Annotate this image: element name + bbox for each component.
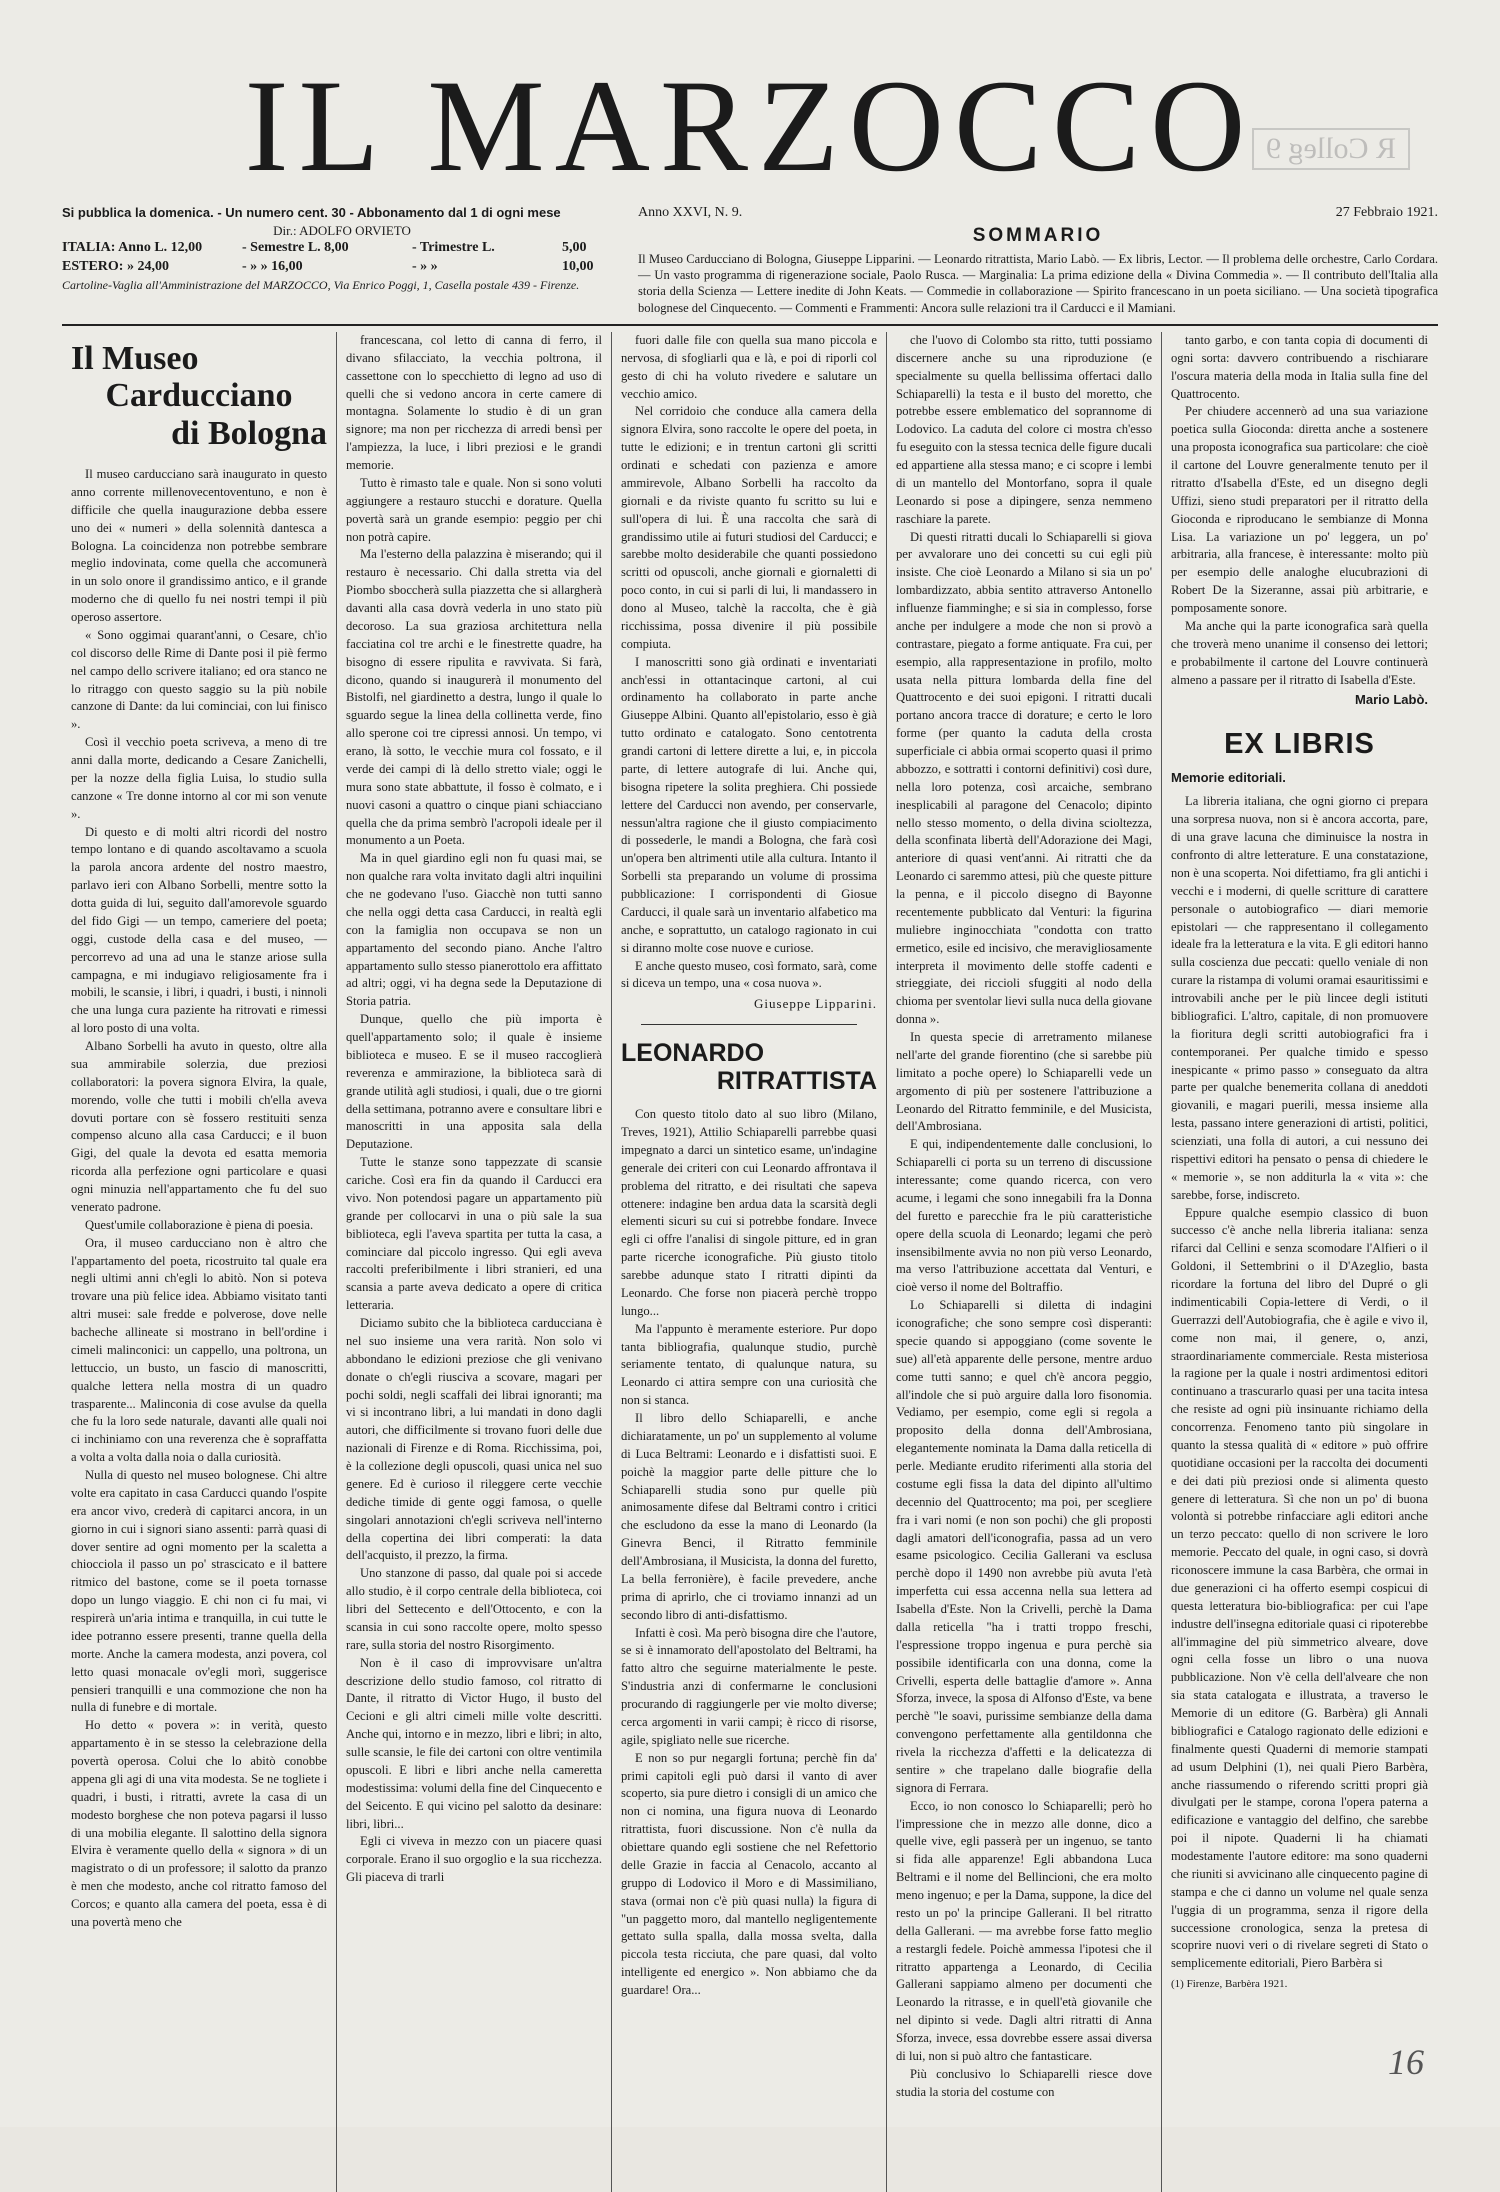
issue-row [638,204,1438,222]
paragraph: I manoscritti sono già ordinati e inventariati anch'essi in ottantacinque cartoni, al cui ordinamento ha collaborato in parte anche Giuseppe Albini. Quanto all'epistolario, esso è già tutto ordinato e catalogato. Sono centotrenta grandi cartoni di lettere dirette a lui, e, in piccola parte, di lettere autografe di lui. Anche qui, bisogna ripetere la solita preghiera. Chi possiede lettere del Carducci non avendo, per conservarle, nessun'altra ragione che il giusto compiacimento di possederle, le mandi a Bologna, che farà così un'opera ben altrimenti utile alla cultura. Intanto il Sorbelli sta preparando un volume di prossima pubblicazione: I corrispondenti di Giosue Carducci, il quale sarà un inventario alfabetico ma anche, e soprattutto, un catalogo ragionato in cui si diranno molte cose nuove e curiose. [621,654,877,955]
pencil-mark: 16 [1388,2042,1424,2082]
paragraph: Il libro dello Schiaparelli, e anche dichiaratamente, un po' un supplemento al volume di Luca Beltrami: Leonardo e i disfattisti suoi. E poichè la maggior parte delle pitture che lo Schiaparelli studia sono pur quelle più animosamente difese dal Beltrami contro i critici che escludono da esse la mano di Leonardo (la Ginevra Benci, il Ritratto femminile dell'Ambrosiana, il Musicista, la donna del furetto, La bella ferronière), è facile prevedere, anche prima di aprirlo, che ci troviamo innanzi ad un secondo libro di anti-disfattismo. [621,1411,877,1622]
headline-line: Il Museo [71,339,199,377]
column-5 [1162,332,1437,2192]
paragraph: Ho detto « povera »: in verità, questo appartamento è in se stesso la celebrazione della povertà operosa. Colui che lo abitò conobbe appena gli agi di una vita modesta. Se ne togliete i quadri, i busti, i ritratti, avrete la casa di un modesto borghese che non poteva pagarsi il lusso di una mobilia elegante. Il salottino della signora Elvira è veramente quello della « signora » di un magistrato o di un professore; il salotto da pranzo è men che modesto, anche col ritratto famoso del Corcos; e quanto alla camera del poeta, essa è di una povertà meno che [71,1718,327,1929]
headline-line: LEONARDO [621,1038,765,1067]
paragraph: Di questi ritratti ducali lo Schiaparelli si giova per avvalorare uno dei concetti su cui egli più insiste. Che cioè Leonardo a Milano si sia un po' lombardizzato, abbia sentito attraverso Antonello influenze fiamminghe; e si sia in complesso, forse anche per indulgere a mode che non si provò a contrastare, piegato a forme antiquate. Fra cui, per esempio, alla rappresentazione in profilo, molto usata nella pittura lombarda della fine del Quattrocento e dei suoi epigoni. I ritratti ducali portano ancora tracce di dorature; e certo le loro forme (per quanto la caduta della crosta superficiale ci abbia ormai scoperto quasi il primo abbozzo, e sottratti i contorni definitivi) così dure, nella loro potenza, così arcaiche, sembrano inesplicabili al paragone del Cenacolo; dipinto nello stesso momento, o della divina scioltezza, della sconfinata libertà dell'Adorazione dei Magi, anteriore di quasi vent'anni. Ai ritratti che da Leonardo ci saremmo attesi, più che queste pitture la penna, e il piccolo disegno di Bayonne recentemente pubblicato dal Venturi: la figurina muliebre inginocchiata "condotta con tratto ermetico, esile ed incisivo, che meravigliosamente interpreta il movimento delle stoffe cadenti e strieggiate, dei riccioli sfuggiti al nodo della chioma per sventolar lievi sulla nuca della giovane donna ». [896,529,1152,1027]
headline-line: Carducciano [105,377,293,415]
paragraph: Non è il caso di improvvisare un'altra descrizione dello studio famoso, col ritratto di Dante, il ritratto di Victor Hugo, il busto del Cecioni e gli altri cimeli mille volte descritti. Anche qui, intorno e in mezzo, libri e libri; in alto, sulle scansie, le file dei cartoni con oltre ventimila opuscoli. E libri e libri anche nella cameretta modestissima: volumi della fine del Cinquecento e del Seicento. E qui vicino pel salotto da desinare: libri, libri... [346,1655,602,1831]
masthead-title: IL MARZOCCO [244,52,1256,199]
paragraph: Egli ci viveva in mezzo con un piacere quasi corporale. Erano il suo orgoglio e la sua ricchezza. Gli piaceva di trarli [346,1834,602,1885]
headline-line: RITRATTISTA [716,1067,877,1096]
column-3 [612,332,887,2192]
paragraph: La libreria italiana, che ogni giorno ci prepara una sorpresa nuova, non si è ancora accorta, pare, di una grave lacuna che diminuisce la nostra in confronto di altre letterature. E una constatazione, non è una scoperta. Noi difettiamo, fra gli antichi i vecchi e i moderni, di quelle scritture di carattere personale o autobiografico — diari memorie epistolari — che rappresentano il collegamento ideale fra la letteratura e la vita. E gli editori hanno sulla coscienza due peccati: quello veniale di non curare la ristampa di volumi oramai esauritissimi e introvabili anche per le più lincee degli istituti bibliografici. L'altro, capitale, di non promuovere la fioritura degli scritti autobiografici fra i contemporanei. Per qualche timido e spesso inespicante « primo passo » conseguato da altra parte per qualche benemerita collana di aneddoti giovanili, e magari puerili, messa insieme alla lesta, passano intere generazioni di artisti, politici, scienziati, una folla di autori, a cui nessuno dei rispettivi editori ha pensato o pensa di chiedere le « memorie », se non additurla la « vita »: che sarebbe, forse, indiscreto. [1171,794,1429,1202]
rate-cell: - » » 16,00 [242,258,303,274]
article-columns [62,332,1438,2192]
paragraph: Ecco, io non conosco lo Schiaparelli; però ho l'impressione che in mezzo alle donne, dico a quelle vive, egli passerà per un ingenuo, se tanto si fida alle apparenze! Egli abbandona Luca Beltrami e il nome del Bellincioni, che era molto meno ingenuo; e per la Dama, suppone, la dice del resto un po' la principe Gallerani. Il bel ritratto della Gallerani. — ma avrebbe forse fatto meglio a restargli fedele. Poichè ammessa l'ipotesi che il ritratto appartenga a Leonardo, di Cecilia Gallerani sappiamo almeno per documenti che Leonardo la ritrasse, e in quell'età giovanile che nel dipinto si vede. Dagli altri ritratti di Anna Sforza, invece, essa dovrebbe essere assai diversa di lui, non si può altro che fantasticare. [896,1798,1152,2063]
paragraph: che l'uovo di Colombo sta ritto, tutti possiamo discernere anche su una riproduzione (e specialmente su quella bellissima offertaci dallo Schiaparelli) la testa e il busto del moretto, che potrebbe essere emblematico del soprannome di Lodovico. La caduta del colore ci mostra ch'esso fu eseguito con la stessa tecnica delle figure ducali ed appartiene alla stessa mano; e ci scopre i lembi di un mantello del Montorfano, sopra il quale Leonardo si pose a dipingere, senza nemmeno raschiare la parete. [896,332,1152,526]
paragraph: Per chiudere accennerò ad una sua variazione poetica sulla Gioconda: diretta anche a sostenere una proposta iconografica sua particolare: che cioè il cartone del Louvre generalmente tenuto per il ritratto d'Isabella d'Este, ed un disegno degli Uffizi, sieno studi preparatori per il ritratto della Gioconda e riproducano le sembianze di Monna Lisa. La variazione un po' leggera, un po' arbitraria, alla francese, è interessante: molto più per esempio delle analoghe elucubrazioni di Robert De la Sizeranne, assai più arbitrarie, e pomposamente sonore. [1171,404,1428,615]
paragraph: E non so pur negargli fortuna; perchè fin da' primi capitoli egli può darsi il vanto di aver scoperto, sia pure dietro i consigli di un amico che non ci nomina, una figura nuova di Leonardo ritrattista, fuori discussione. Non c'è nulla da obiettare quando egli sostiene che nel Refettorio delle Grazie in faccia al Cenacolo, accanto al gruppo di Lodovico il Moro e di Massimiliano, stava (ormai non c'è più quasi nulla) la figura di "un paggetto moro, dal mantello negligentemente gettato sulla spalla, dalla mossa svelta, dalla piccola testa ricciuta, che pare quasi, dal volto intelligente ed energico ». Non abbiamo che da guardare! Ora... [621,1750,877,1998]
paragraph: Infatti è così. Ma però bisogna dire che l'autore, se si è innamorato dell'apostolato del Beltrami, ha fatto altro che seguirne materialmente le peste. S'industria anzi di confermarne le conclusioni procurando di raggiungerle per vie molto diverse; cerca argomenti in varii campi; è ricco di risorse, agile, spigliato nelle sue ricerche. [621,1625,877,1747]
sommario-text: Il Museo Carducciano di Bologna, Giuseppe Lipparini. — Leonardo ritrattista, Mario Labò. — Ex libris, Lector. — Il problema delle orchestre, Carlo Cordara. — Un vasto programma di rigenerazione sociale, Paolo Rusca. — Marginalia: La prima edizione della « Divina Commedia ». — Il contributo dell'Italia alla storia della Scienza — Lettere inedite di John Keats. — Commedie in collaborazione — Spirito francescano in un poeta siciliano. — Una società tipografica bolognese del Cinquecento. — Commenti e Frammenti: Ancora sulle relazioni tra il Carducci e il Mamiani. [638,251,1438,315]
paragraph: Albano Sorbelli ha avuto in questo, oltre alla sua ammirabile solerzia, due preziosi collaboratori: la povera signora Elvira, la quale, morendo, volle che tutti i mobili ch'ella aveva dovuti portare con sè fossero restituiti senza compenso alcuno alla casa Carducci; e il buon Gigi, del quale la devota ed esatta memoria ricorda alla perfezione ogni particolare e quasi ogni minuzia nell'appartamento che fu del suo venerato padrone. [71,1039,327,1214]
paragraph: Nulla di questo nel museo bolognese. Chi altre volte era capitato in casa Carducci quando l'ospite era ancor vivo, crederà di capitarci ancora, in un giorno in cui i signori siano assenti: parrà quasi di dover sentire ad ogni momento per la scaletta a chiocciola il passo un po' strascicato e il battere ritmico del bastone, come se il poeta tornasse dopo un lungo viaggio. E chi non ci fu mai, vi respirerà un'aria intima e tranquilla, in cui tutte le idee potranno essere presenti, tranne quella della morte. Anche la camera modesta, anzi povera, col letto quasi monacale ov'egli morì, suggerisce pensieri tranquilli e una commozione che non ha nulla di funebre e di mortale. [71,1468,327,1715]
paragraph: Di questo e di molti altri ricordi del nostro tempo lontano e di quando ascoltavamo a scuola la parola ancora ardente del nostro maestro, parlavo ieri con Albano Sorbelli, mentre sotto la dotta guida di lui, seguito dall'amorevole sguardo del fido Gigi — un tempo, cameriere del poeta; oggi, custode della casa e del museo, — percorrevo ad una ad una le stanze ariose sulla campagna, e mi indugiavo religiosamente fra i mobili, le scansie, i libri, i quadri, i busti, i ninnoli che una lunga cura paziente ha ritrovati e rimessi al loro posto di una volta. [71,824,327,1036]
paragraph: Tutto è rimasto tale e quale. Non si sono voluti aggiungere a restauro stucchi e dorature. Quella povertà sarà un grande esempio: peggio per chi non potrà capire. [346,475,602,544]
paragraph: Ma l'esterno della palazzina è miserando; qui il restauro è necessario. Chi dalla stretta via del Piombo sboccherà sulla piazzetta che si allargherà davanti alla casa dovrà vederla in uno stato più decoroso. La sua graziosa architettura nella facciatina col tre archi e le finestrette quadre, ha bisogno di essere ripulita e ravvivata. Si farà, dicono, quando si inaugurerà il monumento del Bistolfi, nel giardinetto a destra, lungo il quale lo sguardo segue la linea della collinetta verde, fino allo sperone coi tre cipressi annosi. Un tempo, vi erano, là sotto, le vecchie mura col fossato, e il verde dei campi di là dello stretto viale; oggi le mura sono state abbattute, il fosso è colmato, e i nuovi casoni a quattro o cinque piani schiacciano quella che da prima sembrò l'acropoli ideale per il monumento a un Poeta. [346,547,602,848]
headline-line: di Bologna [171,414,327,452]
rate-cell: ESTERO: » 24,00 [62,258,169,274]
rate-cell: - Semestre L. 8,00 [242,240,349,256]
issue-number: Anno XXVI, N. 9. [638,205,743,220]
column-4 [887,332,1162,2192]
author-signature: Giuseppe Lipparini. [754,996,877,1012]
headline-leonardo-ritrattista [621,1039,877,1097]
publication-line: Si pubblica la domenica. - Un numero cent. 30 - Abbonamento dal 1 di ogni mese [62,205,561,220]
info-bar [62,204,1438,326]
director-line: Dir.: ADOLFO ORVIETO [273,222,411,238]
paragraph: Diciamo subito che la biblioteca carducciana è nel suo insieme una vera rarità. Non solo vi abbondano le edizioni preziose che gli venivano donate o ch'egli riusciva a scovare, magari per pochi soldi, negli scaffali dei librai ignoranti; ma vi si incontrano libri, a lui mandati in dono dagli autori, che difficilmente si trovano fuori delle due nazionali di Firenze e di Roma. Ricchissima, poi, è la collezione degli opuscoli, quasi unica nel suo genere. Ed è curioso il rileggere certe vecchie dediche timide di gente oggi famosa, o quelle singolari annotazioni ch'egli scriveva nell'interno della copertina dei libri comperati: la data dell'acquisto, il prezzo, la firma. [346,1316,602,1563]
paragraph: E qui, indipendentemente dalle conclusioni, lo Schiaparelli ci porta su un terreno di discussione interessante; come quando ricerca, con vero acume, i legami che sono innegabili fra la Donna del furetto e parecchie fra le più caratteristiche opere della scuola di Leonardo; legami che però insensibilmente avvia no non più verso Leonardo, ma verso l'attribuzione accettata dal Venturi, e cioè verso il nome del Boltraffio. [896,1137,1152,1295]
paragraph: Dunque, quello che più importa è quell'appartamento solo; il quale è insieme biblioteca e museo. E se il museo raccoglierà reverenza e ammirazione, la biblioteca sarà di grande utilità agli studiosi, i quali, due o tre giorni della settimana, potranno avere e consultare libri e manoscritti in una apposita sala della Deputazione. [346,1012,602,1152]
column-1 [62,332,337,2192]
paragraph: fuori dalle file con quella sua mano piccola e nervosa, di sfogliarli qua e là, e poi di riporli col gesto di chi ha voluto rivedere e salutare un vecchio amico. [621,332,877,401]
sommario-block [638,204,1438,316]
rate-cell: ITALIA: Anno L. 12,00 [62,240,203,256]
rate-cell: - Trimestre L. [412,240,495,256]
paragraph: Con questo titolo dato al suo libro (Milano, Treves, 1921), Attilio Schiaparelli parrebbe quasi impegnato a darci un sintetico esame, un'indagine generale dei criteri con cui Leonardo affrontava il problema del ritratto, e dei risultati che sapeva ottenere: indagine ben ardua data la scarsità degli elementi sicuri su cui si potrebbe fondare. Invece egli ci offre l'analisi di singole pitture, ed in gran parte ricerche iconografiche. Più giusto titolo sarebbe adunque stato I ritratti dipinti da Leonardo. Che forse non piacerà perchè troppo lungo... [621,1107,877,1318]
sommario-title: SOMMARIO [972,225,1104,247]
paragraph: E anche questo museo, così formato, sarà, come si diceva un tempo, una « cosa nuova ». [621,958,877,991]
subheading-memorie: Memorie editoriali. [1171,770,1286,785]
paragraph: Più conclusivo lo Schiaparelli riesce dove studia la storia del costume con [896,2066,1152,2099]
rate-cell: - » » [412,258,438,274]
paragraph: Lo Schiaparelli si diletta di indagini iconografiche; che sono sempre così disperanti: specie quando si appoggiano (come sovente le sue) all'età apparente delle persone, mentre arduo come tutti sanno; e quel ch'è ancora peggio, all'indole che si può arguire dalla loro fisonomia. Vediamo, per esempio, come egli si regola a proposito della donna dell'Ambrosiana, elegantemente nominata la Dama dalla reticella di perle. Mediante erudito riferimenti alla storia del costume egli fissa la data del dipinto all'ultimo decennio del Quattrocento; ma poi, per scegliere fra i vari nomi (e non son pochi) che gli proposti dagli amatori dell'iconografia, passa ad un vero esame psicologico. Cecilia Gallerani va esclusa perchè dopo il 1490 non avrebbe più avuta l'età imperfetta cui essa accenna nella sua lettera ad Isabella d'Este. Non la Crivelli, perchè la Dama dalla reticella "ha i tratti troppo freschi, l'espressione troppo ingenua e pura perchè sia possibile identificarla con una donna, come la Crivelli, esperta delle battaglie d'amore ». Anna Sforza, invece, la sposa di Alfonso d'Este, va bene perchè "le soavi, purissime sembianze della dama convengono perfettamente alla gentildonna che rivela la ricchezza d'affetti e la delicatezza di sentire » che trapelano dalle biografie della signora di Ferrara. [896,1298,1152,1795]
library-stamp: R Colleg 9 [1252,128,1410,170]
headline-museo-carducciano [71,340,327,452]
paragraph: Nel corridoio che conduce alla camera della signora Elvira, sono raccolte le opere del poeta, in tutte le edizioni; e in trentun cartoni gli scritti ordinati e schedati con pazienza e amore ammirevole, Albano Sorbelli ha raccolto da giornali e da riviste quanto fu scritto su lui e sull'opera di lui. È una raccolta che sarà di grandissimo utile ai futuri studiosi del Carducci; e sarebbe molto desiderabile che quanti possiedono scritti od opuscoli, anche giornali e giornaletti di poco conto, in cui si parli di lui, li mandassero in dono al Museo, talchè la raccolta, che è già ricchissima, possa divenire il più possibile compiuta. [621,404,877,651]
paragraph: Uno stanzone di passo, dal quale poi si accede allo studio, è il corpo centrale della biblioteca, coi libri del Settecento e dell'Ottocento, e con la scansia in cui sono raccolte opere, molto spesso rare, sulla storia del nostro Risorgimento. [346,1566,602,1652]
rate-cell: 10,00 [562,258,594,274]
rates-estero [62,258,622,277]
subscription-info [62,204,622,316]
headline-ex-libris: EX LIBRIS [1224,727,1375,760]
rates-italia [62,239,622,258]
paragraph: « Sono oggimai quarant'anni, o Cesare, ch'io col discorso delle Rime di Dante posi il piè fermo nel campo dello scrivere italiano; ed ora stanco ne lo ritraggo con questo saggio su la più nobile canzone di Dante: da lui cominciai, con lui finisco ». [71,627,327,732]
paragraph: Ora, il museo carducciano non è altro che l'appartamento del poeta, ricostruito tal quale era negli ultimi anni ch'egli lo abitò. Non si poteva trovare una più felice idea. Abbiamo visitato tanti altri musei: sale fredde e polverose, dove nelle bacheche allineate si mostrano in bell'ordine i cimeli malinconici: un cappello, una poltrona, un lettuccio, un busto, un fascio di manoscritti, qualche lettera nella mostra di un quadro trasparente... Malinconia di cose avulse da quella che fu la loro sede naturale, davanti alle quali noi ci inchiniamo con una reverenza che è sopraffatta a volta a volta dalla noia o dalla curiosità. [71,1235,327,1465]
rate-cell: 5,00 [562,240,587,256]
paragraph: francescana, col letto di canna di ferro, il divano sfilacciato, la vecchia poltrona, il cassettone con lo specchietto di legno ad uso di quelli che si vedono ancora in certe camere di montagna. Solamente lo studio è di un gran signore; ma non per ricchezza di arredi bensì per l'ampiezza, la luce, i libri preziosi e le grandi memorie. [346,332,602,472]
paragraph: Eppure qualche esempio classico di buon successo c'è anche nella libreria italiana: senza rifarci dal Cellini e senza scomodare l'Alfieri o il Goldoni, il Settembrini o il D'Azeglio, basta ricordare la fortuna del libro del Dupré o gli indimenticabili Copia-lettere di Verdi, o il Guerrazzi dell'Autobiografia, che è agile e vivo il, come non mai, il genere, o, anzi, straordinariamente commerciale. Resta misteriosa la ragione per la quale i nostri ardimentosi editori continuano a trascurarlo quasi per una tacita intesa che resiste ad ogni più insinuante richiamo della concorrenza. Fenomeno tanto più singolare in quanto la stessa qualità di « editore » può offrire quotidiane occasioni per la raccolta dei documenti e dei dati più preziosi onde si alimenta questo genere di letteratura. Sì che non un po' di buona volontà si potrebbe rinfacciare agli editori anche un terzo peccato: quello di non scrivere le loro memorie. Peccato del quale, in ogni caso, si dovrà riconoscere immune la casa Barbèra, che ormai in due generazioni ci ha offerto esempi cospicui di questa letteratura bio-bibliografica: per cui l'ape industre dell'insegna editoriale quasi ci ripoterebbe all'immagine del più simmetrico alveare, dove ogni cella fosse un libro o una nuova pubblicazione. Non v'è cella dell'alveare che non sia stata catalogata e illustrata, a traverso le Memorie di un editore (G. Barbèra) gli Annali bibliografici e Catalogo ragionato delle edizioni e finalmente questi Quaderni di memorie stampati ad usum Delphini (1), nei quali Piero Barbèra, anche riassumendo o riferendo scritti propri già divulgati per le stampe, corona l'opera paterna a edificazione e vantaggio del delfino, che sarebbe poi il nipote. Quaderni li ha chiamati modestamente l'autore editore: ma sono quaderni che riuniti si avvicinano alle cinquecento pagine di stampa e che ci danno un volume nel quale senza l'uggia di un programma, senza il rigore della successione cronologica, senza la pretesa di scoprire nuovi veri o di rivelare segreti di Stato o semplicemente editoriali, Piero Barbèra si [1171,1205,1428,1971]
footnote: (1) Firenze, Barbèra 1921. [1171,1978,1288,1991]
author-signature: Mario Labò. [1355,692,1428,708]
paragraph: Tutte le stanze sono tappezzate di scansie cariche. Così era fin da quando il Carducci era vivo. Non potendosi pagare un appartamento più grande per collocarvi in una o più sale la sua biblioteca, egli l'aveva spartita per tutta la casa, a cominciare dal piccolo ingresso. Qui egli aveva raccolti preferibilmente i libri stranieri, ed una scansia a parte aveva dedicato a opere di critica letteraria. [346,1155,602,1313]
column-2 [337,332,612,2192]
paragraph: Così il vecchio poeta scriveva, a meno di tre anni dalla morte, dedicando a Cesare Zanichelli, per la nozze della figlia Luisa, lo studio sulla canzone « Tre donne intorno al cor mi son venute ». [71,735,327,821]
paragraph: In questa specie di arretramento milanese nell'arte del grande fiorentino (che si sarebbe più limitato a poche opere) lo Schiaparelli vede un argomento di più per sostenere l'attribuzione a Leonardo del Ritratto femminile, e del Musicista, dell'Ambrosiana. [896,1030,1152,1134]
paragraph: tanto garbo, e con tanta copia di documenti di ogni sorta: davvero contribuendo a rischiarare l'oscura materia della moda in Italia sulla fine del Quattrocento. [1171,332,1428,401]
paragraph: Il museo carducciano sarà inaugurato in questo anno corrente millenovecentoventuno, e non è difficile che quella inaugurazione debba essere uno dei « numeri » della solennità dantesca a Bologna. La coincidenza non potrebbe sembrare meglio indovinata, come quella che accomunerà in un solo onore il grandissimo antico, e il grande moderno che di quello fu nei nostri tempi il più operoso assertore. [71,467,327,625]
address-line: Cartoline-Vaglia all'Amministrazione del MARZOCCO, Via Enrico Poggi, 1, Casella postale 439 - Firenze. [62,277,580,292]
paragraph: Ma in quel giardino egli non fu quasi mai, se non qualche rara volta invitato dagli altri inquilini che ne godevano l'uso. Giacchè non tutti sanno che nella oggi detta casa Carducci, in realtà egli con la famiglia non occupava se non un appartamento del secondo piano. Anche l'altro appartamento sullo stesso pianerottolo era affittato ad altri; oggi, vi ha degna sede la Deputazione di Storia patria. [346,851,602,1009]
issue-date: 27 Febbraio 1921. [1335,205,1438,220]
paragraph: Ma anche qui la parte iconografica sarà quella che troverà meno unanime il consenso dei lettori; e probabilmente il cartone del Louvre continuerà almeno a passare per il ritratto di Isabella d'Este. [1171,618,1428,687]
paragraph: Ma l'appunto è meramente esteriore. Pur dopo tanta bibliografia, qualunque studio, purchè seriamente tentato, di qualunque natura, su Leonardo ci attira sempre con una curiosità che non si stanca. [621,1321,877,1408]
paragraph: Quest'umile collaborazione è piena di poesia. [85,1217,314,1232]
divider [641,1024,857,1025]
